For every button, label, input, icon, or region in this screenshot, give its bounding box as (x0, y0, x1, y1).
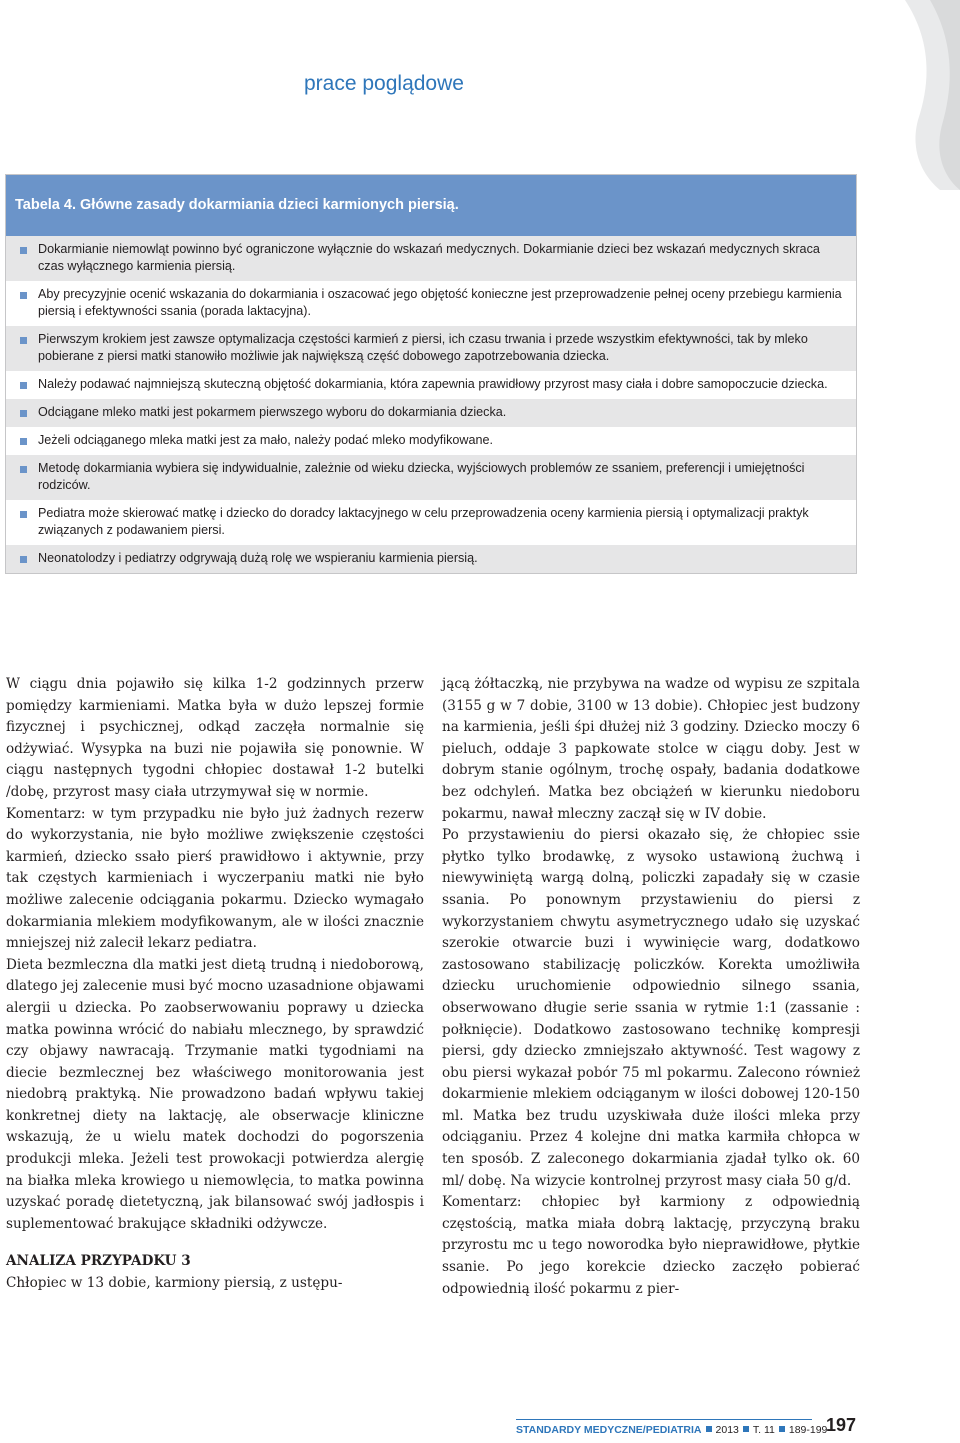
page-number: 197 (826, 1415, 857, 1435)
table-row (6, 399, 856, 427)
square-bullet-icon (20, 382, 27, 389)
square-bullet-icon (20, 410, 27, 417)
square-bullet-icon (20, 511, 27, 518)
table-row (6, 455, 856, 500)
section-heading: ANALIZA PRZYPADKU 3 (6, 1253, 191, 1270)
table-row (6, 326, 856, 371)
journal-name: STANDARDY MEDYCZNE/PEDIATRIA (516, 1424, 702, 1436)
table-row-text: Odciągane mleko matki jest pokarmem pierwszego wyboru do dokarmiania dziecka. (38, 405, 507, 419)
table-row-text: Pediatra może skierować matkę i dziecko do doradcy laktacyjnego w celu przeprowadzenia oceny karmienia piersią i optymalizacji praktyk związanych z podawaniem piersi. (38, 506, 809, 537)
footer-year: 2013 (715, 1424, 739, 1436)
left-text-column (6, 674, 424, 1295)
table-row (6, 427, 856, 455)
section-header-title: prace poglądowe (304, 72, 464, 95)
table-row (6, 371, 856, 399)
footer-divider (516, 1419, 812, 1420)
square-bullet-icon (20, 466, 27, 473)
paragraph: Komentarz: chłopiec był karmiony z odpowiednią częstością, matka miała dobrą laktację, przyczyną braku przyrostu mc u tego noworodka było nieprawidłowe, płytkie ssanie. Po jego korekcie dziecko zaczęło pobierać odpowiednią ilość pokarmu z pier- (442, 1194, 860, 1297)
paragraph: jącą żółtaczką, nie przybywa na wadze od wypisu ze szpitala (3155 g w 7 dobie, 3100 w 13 dobie). Chłopiec jest budzony na karmienia, jeśli śpi dłużej niż 3 godziny. Dziecko moczy 6 pieluch, oddaje 3 papkowate stolce w ciągu doby. Jest w dobrym stanie ogólnym, trochę ospały, badania dodatkowe bez odchyleń. Matka bez obciążeń w kierunku niedoboru pokarmu, nawał mleczny zaczął się w IV dobie. (442, 676, 860, 822)
table-row-text: Pierwszym krokiem jest zawsze optymalizacja częstości karmień z piersi, ich czasu trwania i przede wszystkim efektywności, tak by mleko pobierane z piersi matki stanowiło możliwie jak największą część dobowego zapotrzebowania dziecka. (38, 332, 808, 363)
table-row (6, 236, 856, 281)
square-bullet-icon (20, 438, 27, 445)
table-row (6, 281, 856, 326)
page-footer (516, 1424, 827, 1436)
paragraph: W ciągu dnia pojawiło się kilka 1-2 godzinnych przerw pomiędzy karmieniami. Matka była w dużo lepszej formie fizycznej i psychicznej, odkąd zaczęła normalnie się odżywiać. Wysypka na buzi nie pojawiła się ponownie. W ciągu następnych tygodni chłopiec dostawał 1-2 butelki /dobę, przyrost masy ciała utrzymywał się w normie. (6, 676, 424, 800)
table-row-text: Metodę dokarmiania wybiera się indywidualnie, zależnie od wieku dziecka, wyjściowych problemów ze ssaniem, preferencji i umiejętności rodziców. (38, 461, 805, 492)
paragraph: Chłopiec w 13 dobie, karmiony piersią, z ustępu- (6, 1275, 343, 1292)
square-bullet-icon (779, 1426, 785, 1432)
table-title: Tabela 4. Główne zasady dokarmiania dzieci karmionych piersią. (6, 175, 856, 236)
table-row-text: Aby precyzyjnie ocenić wskazania do dokarmiania i oszacować jego objętość konieczne jest przeprowadzenie pełnej oceny przebiegu karmienia piersią i efektywności ssania (porada laktacyjna). (38, 287, 842, 318)
square-bullet-icon (20, 292, 27, 299)
table-row-text: Dokarmianie niemowląt powinno być ograniczone wyłącznie do wskazań medycznych. Dokarmianie dzieci bez wskazań medycznych skraca czas wyłącznego karmienia piersią. (38, 242, 820, 273)
right-text-column (442, 674, 860, 1300)
square-bullet-icon (706, 1426, 712, 1432)
paragraph: Po przystawieniu do piersi okazało się, że chłopiec ssie płytko tylko brodawkę, z wysoko ustawioną żuchwą i niewywiniętą wargą dolną, policzki zapadały się w czasie ssania. Po ponownym przystawieniu do piersi z wykorzystaniem chwytu asymetrycznego udało się uzyskać szerokie otwarcie buzi i wywinięcie warg, dodatkowo zastosowano stabilizację policzków. Korekta umożliwiła dziecku uruchomienie odpowiednio silnego ssania, obserwowano długie serie ssania w rytmie 1:1 (zassanie : połknięcie). Dodatkowo zastosowano technikę kompresji piersi, gdy dziecko zmniejszało aktywność. Test wagowy z obu piersi wykazał pobór 75 ml pokarmu. Zalecono również dokarmienie mlekiem odciąganym w ilości dobowej 120-150 ml. Matka bez trudu uzyskiwała duże ilości mleka przy odciąganiu. Przez 4 kolejne dni matka karmiła chłopca w ten sposób. Z zaleconego dokarmiania zjadał tylko ok. 60 ml/ dobę. Na wizycie kontrolnej przyrost masy ciała 50 g/d. (442, 827, 860, 1189)
table-row (6, 545, 856, 573)
square-bullet-icon (20, 556, 27, 563)
guidelines-table (5, 174, 857, 574)
table-row-text: Neonatolodzy i pediatrzy odgrywają dużą rolę we wspieraniu karmienia piersią. (38, 551, 478, 565)
square-bullet-icon (743, 1426, 749, 1432)
paragraph: Dieta bezmleczna dla matki jest dietą trudną i niedoborową, dlatego jej zalecenie musi być mocno uzasadnione objawami alergii u dziecka. Po zaobserwowaniu poprawy u dziecka matka powinna wrócić do nabiału mlecznego, by sprawdzić czy objawy nawracają. Trzymanie matki tygodniami na diecie bezmlecznej bez właściwego monitorowania jest niedobrą praktyką. Nie prowadzono badań wpływu takiej konkretnej diety na laktację, ale obserwacje kliniczne wskazują, że u wielu matek dochodzi do pogorszenia produkcji mleka. Jeżeli test prowokacji potwierdza alergię na białka mleka krowiego u niemowlęcia, to matka powinna uzyskać poradę dietetyczną, jak bilansować swój jadłospis i suplementować brakujące składniki odżywcze. (6, 956, 424, 1232)
square-bullet-icon (20, 247, 27, 254)
table-row-text: Jeżeli odciąganego mleka matki jest za mało, należy podać mleko modyfikowane. (38, 433, 494, 447)
decorative-wave-graphic (830, 0, 960, 190)
square-bullet-icon (20, 337, 27, 344)
table-row-text: Należy podawać najmniejszą skuteczną objętość dokarmiania, która zapewnia prawidłowy przyrost masy ciała i dobre samopoczucie dziecka. (38, 377, 828, 391)
table-row (6, 500, 856, 545)
footer-pages: 189-199 (788, 1424, 828, 1436)
paragraph: Komentarz: w tym przypadku nie było już żadnych rezerw do wykorzystania, nie było możliwe zwiększenie częstości karmień, dziecko ssało pierś prawidłowo i aktywnie, przy tak częstych karmieniach i wyczerpaniu matki nie było możliwe zalecenie odciągania pokarmu. Dziecko wymagało dokarmiania mlekiem modyfikowanym, ale w ilości znacznie mniejszej niż zalecił lekarz pediatra. (6, 805, 424, 952)
footer-volume: T. 11 (752, 1424, 775, 1436)
